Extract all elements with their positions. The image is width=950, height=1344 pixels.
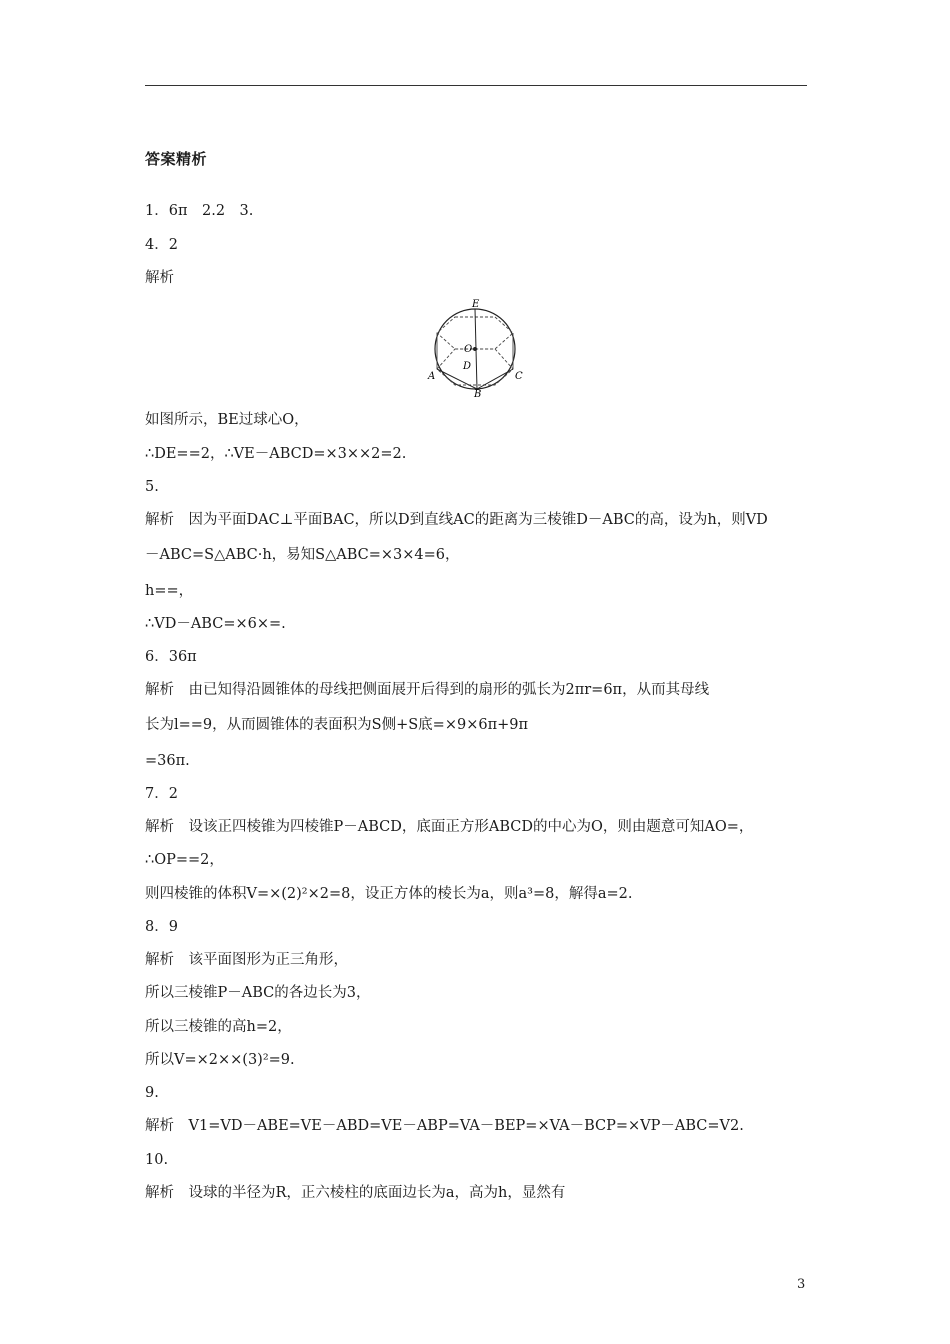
- answer-line: ∴OP==2，: [145, 852, 224, 868]
- answer-line: 长为l==9，从而圆锥体的表面积为S侧+S底=×9×6π+9π: [145, 717, 529, 733]
- answer-line: 解析 因为平面DAC⊥平面BAC，所以D到直线AC的距离为三棱锥D－ABC的高，设为h，则VD: [145, 512, 768, 528]
- answer-line: h==，: [145, 583, 194, 599]
- answer-line: 6．36π: [145, 649, 197, 665]
- section-heading: 答案精析: [145, 150, 208, 168]
- answer-line: 解析 设该正四棱锥为四棱锥P－ABCD，底面正方形ABCD的中心为O，则由题意可知AO=，: [145, 819, 754, 835]
- answer-line: －ABC=S△ABC·h，易知S△ABC=×3×4=6，: [145, 547, 460, 563]
- answer-line: 解析 设球的半径为R，正六棱柱的底面边长为a，高为h，显然有: [145, 1185, 566, 1201]
- answer-line: 1．6π 2.2 3.: [145, 203, 254, 219]
- label-c: C: [515, 371, 523, 382]
- answer-line: =36π.: [145, 753, 190, 769]
- answer-line: 4．2: [145, 237, 178, 253]
- header-rule: [145, 85, 807, 86]
- answer-line: 如图所示，BE过球心O，: [145, 412, 309, 428]
- answer-line: 则四棱锥的体积V=×(2)²×2=8，设正方体的棱长为a，则a³=8，解得a=2.: [145, 886, 633, 902]
- label-e: E: [472, 299, 480, 310]
- answer-line: 5.: [145, 479, 159, 495]
- answer-line: ∴VD－ABC=×6×=.: [145, 616, 286, 632]
- label-b: B: [474, 389, 482, 397]
- answer-line: 解析: [145, 270, 174, 286]
- answer-line: 所以V=×2××(3)²=9.: [145, 1052, 295, 1068]
- answer-line: 所以三棱锥的高h=2，: [145, 1019, 292, 1035]
- answer-line: 9.: [145, 1085, 159, 1101]
- answer-line: 解析 该平面图形为正三角形，: [145, 952, 348, 968]
- answer-line: 解析 由已知得沿圆锥体的母线把侧面展开后得到的扇形的弧长为2πr=6π，从而其母线: [145, 682, 710, 698]
- answer-line: 10.: [145, 1152, 169, 1168]
- answer-line: ∴DE==2，∴VE－ABCD=×3××2=2.: [145, 446, 407, 462]
- answer-line: 所以三棱锥P－ABC的各边长为3，: [145, 985, 371, 1001]
- label-a: A: [428, 371, 436, 382]
- label-o: O: [464, 344, 473, 355]
- answer-line: 解析 V1=VD－ABE=VE－ABD=VE－ABP=VA－BEP=×VA－BCP=×VP－ABC=V2.: [145, 1118, 744, 1134]
- page-number: 3: [797, 1277, 806, 1292]
- label-d: D: [463, 361, 472, 372]
- answer-line: 7．2: [145, 786, 178, 802]
- sphere-diagram: [420, 297, 530, 397]
- answer-line: 8．9: [145, 919, 178, 935]
